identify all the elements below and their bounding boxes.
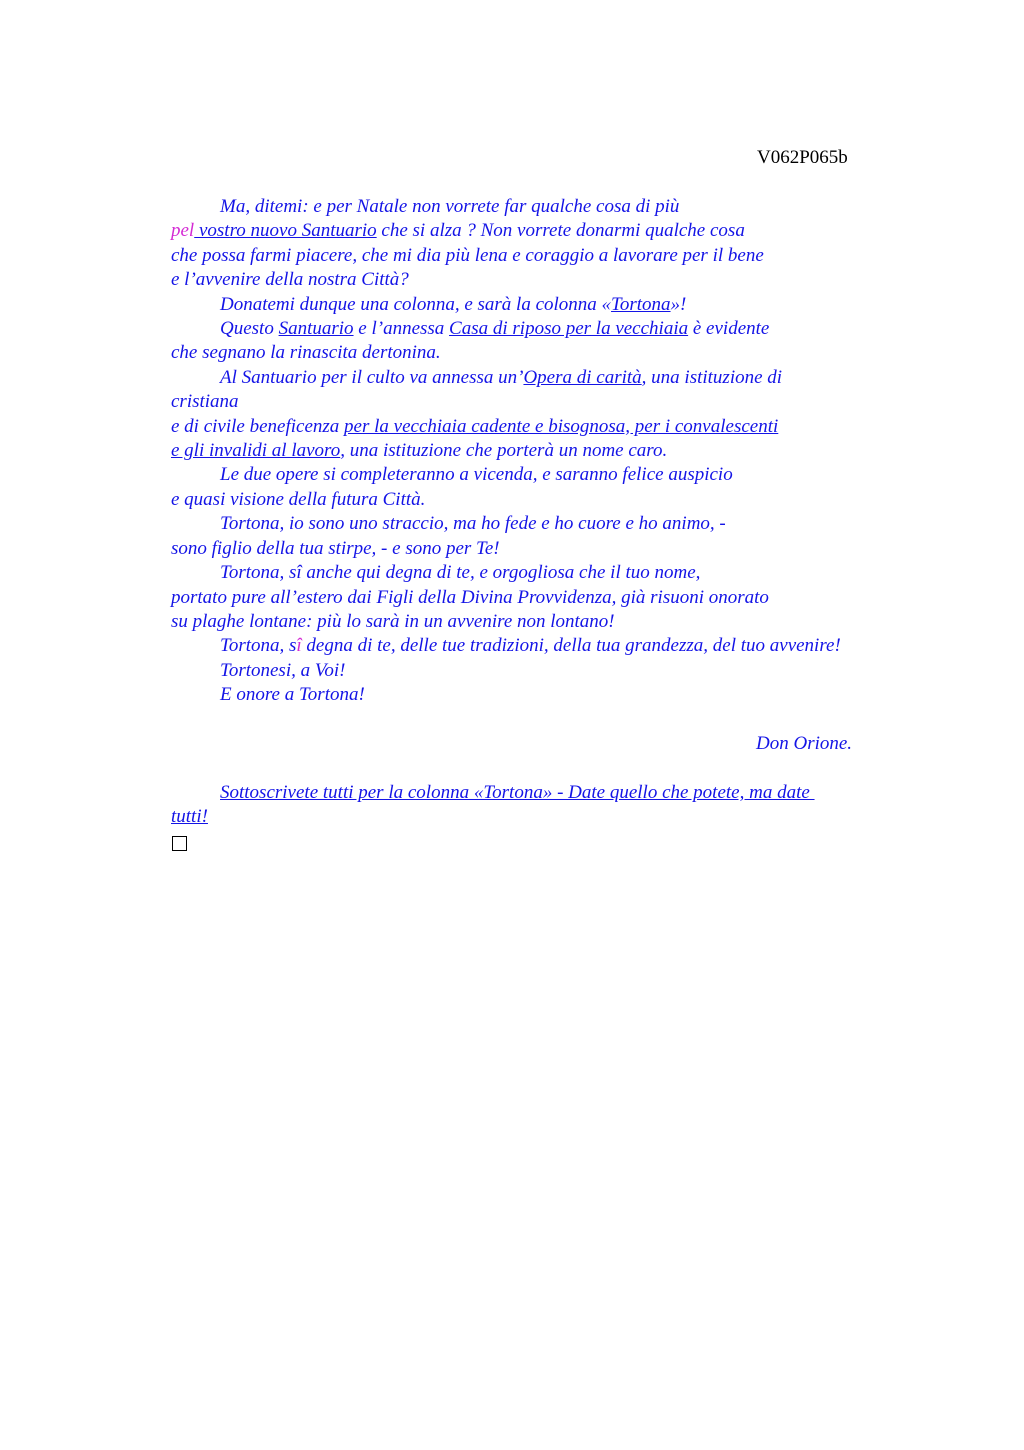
text-line	[171, 512, 911, 536]
text-line	[171, 805, 911, 829]
text-span: è evidente	[688, 318, 770, 340]
underlined-phrase: per la vecchiaia cadente e bisognosa, per i convalescenti	[344, 415, 779, 437]
text-span: e l’annessa	[353, 318, 450, 340]
text-span: portato pure all’estero dai Figli della Divina Provvidenza, già risuoni onorato	[171, 586, 769, 608]
text-line	[171, 537, 911, 561]
text-span: Donatemi dunque una colonna, e sarà la colonna «	[220, 293, 612, 315]
text-line	[171, 586, 911, 610]
signature-text: Don Orione.	[756, 732, 853, 754]
letter-body	[171, 195, 911, 858]
signature	[171, 732, 911, 756]
document-id: V062P065b	[757, 147, 848, 168]
text-line	[171, 219, 911, 243]
text-line	[171, 610, 911, 634]
text-line	[171, 244, 911, 268]
blank-line	[171, 708, 911, 732]
text-span: Tortona, sî anche qui degna di te, e orgogliosa che il tuo nome,	[220, 562, 701, 584]
text-line	[171, 293, 911, 317]
text-line	[171, 683, 911, 707]
text-line	[171, 439, 911, 463]
text-span: degna di te, delle tue tradizioni, della tua grandezza, del tuo avvenire!	[301, 635, 841, 657]
text-line	[171, 317, 911, 341]
text-line	[171, 781, 911, 805]
text-line	[171, 366, 911, 390]
text-line	[171, 659, 911, 683]
highlighted-word: pel	[171, 220, 195, 242]
text-span: »!	[670, 293, 687, 315]
text-span: sono figlio della tua stirpe, - e sono per Te!	[171, 537, 500, 559]
text-span: e l’avvenire della nostra Città?	[171, 269, 409, 291]
text-line	[171, 561, 911, 585]
text-span: , una istituzione che porterà un nome caro.	[340, 440, 668, 462]
text-line	[171, 488, 911, 512]
text-line	[171, 268, 911, 292]
empty-square-icon	[172, 836, 187, 851]
underlined-phrase: Opera di carità	[523, 366, 642, 388]
text-span: e quasi visione della futura Città.	[171, 488, 426, 510]
text-line	[171, 463, 911, 487]
text-span: Le due opere si completeranno a vicenda, e saranno felice auspicio	[220, 464, 733, 486]
text-line	[171, 390, 911, 414]
text-span: su plaghe lontane: più lo sarà in un avvenire non lontano!	[171, 610, 615, 632]
underlined-phrase: e gli invalidi al lavoro	[171, 440, 341, 462]
underlined-phrase: vostro nuovo Santuario	[194, 220, 377, 242]
text-span: Questo	[220, 318, 279, 340]
text-line	[171, 195, 911, 219]
underlined-phrase: Santuario	[278, 318, 354, 340]
end-marker-line	[171, 830, 911, 858]
text-span: Ma, ditemi: e per Natale non vorrete far qualche cosa di più	[220, 196, 680, 217]
blank-line	[171, 756, 911, 780]
underlined-phrase: Tortona	[611, 293, 671, 315]
text-line	[171, 415, 911, 439]
highlighted-word: î	[296, 635, 302, 657]
text-span: Al Santuario per il culto va annessa un’	[220, 366, 524, 388]
underlined-phrase: Sottoscrivete tutti per la colonna «Tortona» - Date quello che potete, ma date	[220, 781, 815, 803]
text-line	[171, 341, 911, 365]
text-span: e di civile beneficenza	[171, 415, 345, 437]
text-span: Tortona, io sono uno straccio, ma ho fede e ho cuore e ho animo, -	[220, 513, 726, 535]
text-span: che possa farmi piacere, che mi dia più lena e coraggio a lavorare per il bene	[171, 244, 764, 266]
text-span: cristiana	[171, 391, 239, 413]
underlined-phrase: Casa di riposo per la vecchiaia	[449, 318, 689, 340]
text-span: Tortonesi, a Voi!	[220, 659, 346, 681]
text-span: che si alza ? Non vorrete donarmi qualche cosa	[376, 220, 745, 242]
underlined-phrase: tutti!	[171, 806, 208, 828]
text-span: , una istituzione di	[641, 366, 783, 388]
text-span: che segnano la rinascita dertonina.	[171, 342, 441, 364]
text-span: Tortona, s	[220, 635, 297, 657]
text-line	[171, 634, 911, 658]
text-span: E onore a Tortona!	[220, 684, 365, 706]
